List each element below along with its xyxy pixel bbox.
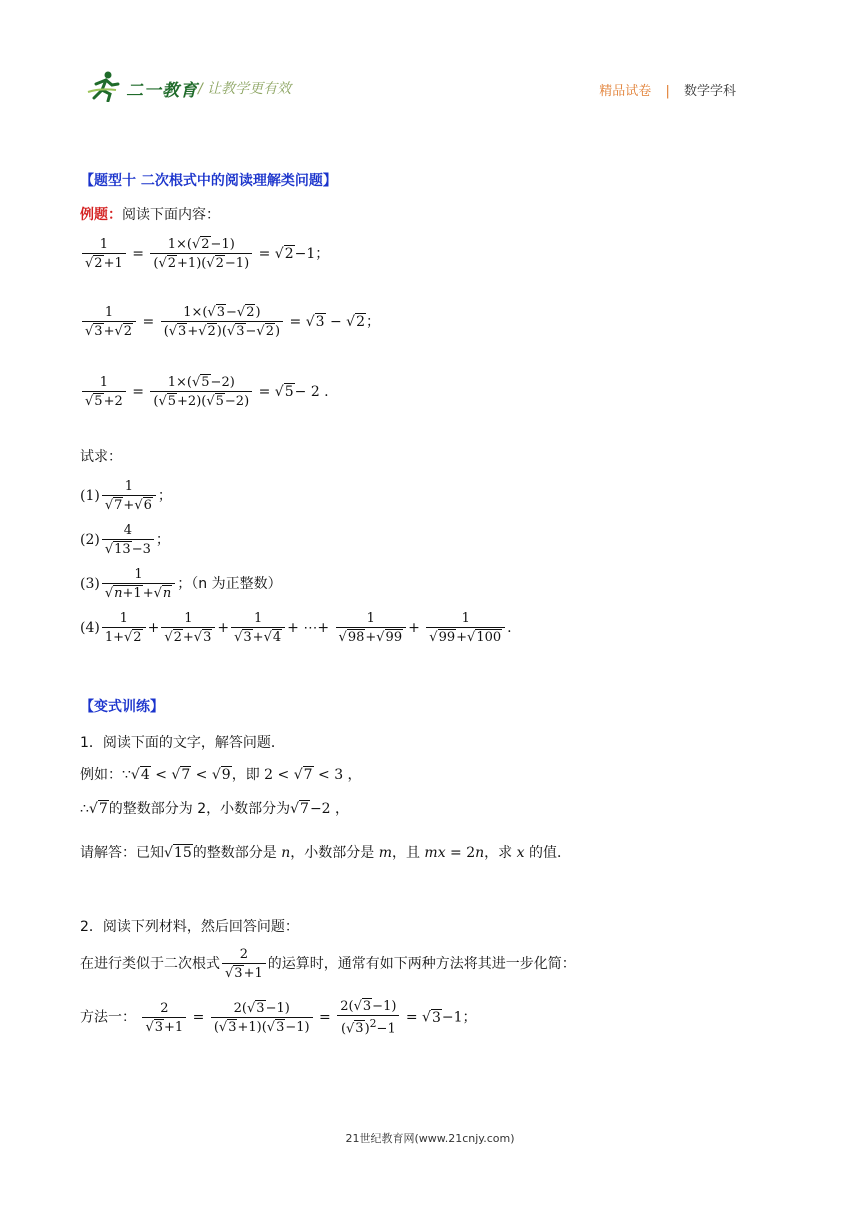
section-title-variant: 【变式训练】: [80, 699, 164, 715]
page-header: [86, 66, 776, 106]
slogan: / 让教学更有效: [198, 81, 292, 97]
question-3-note: ；（n 为正整数）: [177, 576, 282, 592]
runner-logo-icon: [86, 70, 122, 102]
p1-ask-b: 的整数部分是: [192, 845, 277, 861]
ask-label: 试求：: [80, 449, 122, 465]
p1-int-part: 的整数部分为 2，小数部分为: [108, 801, 291, 817]
p1-ask-a: 请解答：已知: [80, 845, 164, 861]
header-separator: |: [665, 84, 670, 99]
problem-1-ask: 请解答：已知√15的整数部分是 n，小数部分是 m，且 mx = 2n，求 x 的值．: [80, 845, 571, 861]
subject-label: 数学学科: [683, 84, 736, 99]
p1-then: ，即: [231, 767, 260, 783]
question-1: (1) $\frac{1}{√7+√6}$ ；: [80, 479, 172, 513]
page-footer: 21世纪教育网(www.21cnjy.com): [345, 1132, 515, 1145]
example-label: 例题：: [80, 207, 122, 223]
question-3: (3) $\frac{1}{√n+1+√n}$ ；（n 为正整数）: [80, 567, 282, 601]
p2-intro-b: 的运算时，通常有如下两种方法将其进一步化简：: [267, 956, 576, 972]
formula-sqrt5: $\frac{1}{√5+2}$ = $\frac{1\times(√5-2)}{(√5+2)(√5-2)}$ = √5− 2 .: [80, 376, 329, 408]
formula-sqrt3: $\frac{1}{√3+√2}$ = $\frac{1\times(√3-√2)}{(√3+√2)(√3-√2)}$ = √3 − √2；: [80, 306, 380, 338]
p2-intro-a: 在进行类似于二次根式: [80, 956, 220, 972]
p1-ask-e: ，求: [484, 845, 513, 861]
question-2: (2) $\frac{4}{√13-3}$ ；: [80, 523, 170, 557]
header-right: [599, 80, 736, 99]
p1-ask-f: 的值．: [528, 845, 571, 861]
p1-ask-d: ，且: [391, 845, 420, 861]
p1-ask-c: ，小数部分是: [290, 845, 375, 861]
p2-method1-label: 方法一：: [80, 1009, 136, 1026]
problem-1-integer-part: ∴√7的整数部分为 2，小数部分为√7−2 ，: [80, 801, 350, 817]
formula-sqrt2: $\frac{1}{√2+1}$ = $\frac{1\times(√2-1)}{(√2+1)(√2-1)}$ = √2−1；: [80, 238, 329, 270]
problem-2-title: 2．阅读下列材料，然后回答问题：: [80, 919, 299, 935]
example-line: [80, 208, 220, 222]
logo-text: 二一教育: [126, 81, 198, 101]
logo: [86, 70, 316, 102]
premium-label: 精品试卷: [599, 84, 652, 99]
problem-2-intro: 在进行类似于二次根式 $\frac{2}{√3+1}$ 的运算时，通常有如下两种方法将其进一步化简：: [80, 947, 576, 981]
problem-2-method1: 方法一： $\frac{2}{√3+1}$ = $\frac{2(√3-1)}{(√3+1)(√3-1)}$ = $\frac{2(√3-1)}{(√3)^2-1}$ = √3−1；: [80, 999, 477, 1037]
problem-1-example: 例如：∵√4 < √7 < √9，即 2 < √7 < 3 ，: [80, 767, 362, 783]
example-intro: 阅读下面内容：: [122, 207, 220, 223]
problem-1-title: 1．阅读下面的文字，解答问题．: [80, 735, 285, 751]
p1-example-label: 例如：: [80, 767, 122, 783]
question-4: (4) $\frac{1}{1+√2}$ + $\frac{1}{√2+√3}$ + $\frac{1}{√3+√4}$ + ⋯+ $\frac{1}{√98+√99}$ + $\frac{1}{√99+√100}$ .: [80, 611, 512, 645]
section-title-type10: 【题型十 二次根式中的阅读理解类问题】: [80, 173, 337, 189]
